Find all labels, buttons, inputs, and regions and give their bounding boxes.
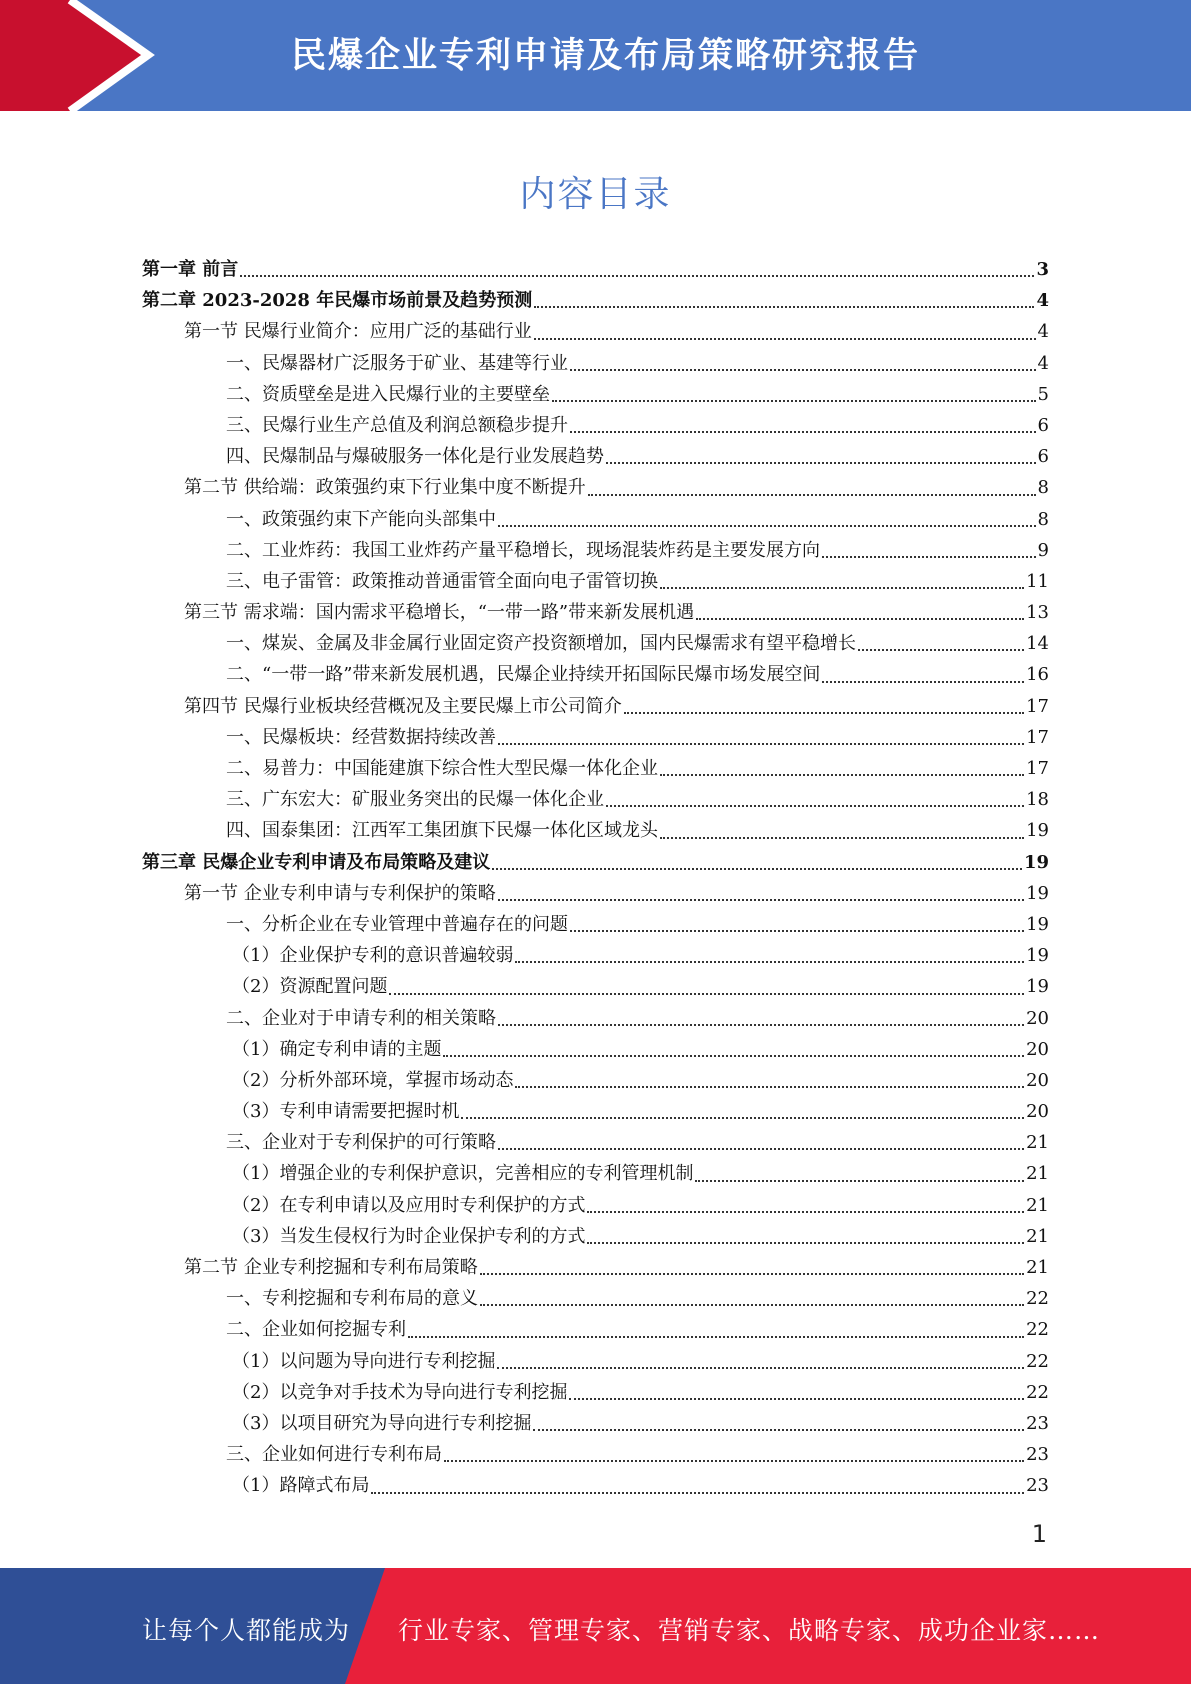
toc-entry-page: 17 (1026, 726, 1049, 748)
toc-dot-leader (606, 805, 1024, 807)
toc-entry-page: 21 (1026, 1225, 1049, 1247)
toc-entry[interactable] (142, 971, 1049, 1002)
toc-dot-leader (569, 1398, 1024, 1400)
toc-dot-leader (498, 899, 1024, 901)
toc-dot-leader (389, 993, 1024, 995)
toc-entry-page: 8 (1037, 508, 1049, 530)
toc-entry[interactable] (142, 1377, 1049, 1408)
toc-dot-leader (498, 525, 1036, 527)
toc-entry-page: 23 (1026, 1444, 1049, 1466)
toc-entry[interactable] (142, 410, 1049, 441)
toc-dot-leader (515, 961, 1024, 963)
toc-entry-page: 19 (1026, 945, 1049, 967)
toc-dot-leader (587, 1242, 1024, 1244)
toc-entry-title: 一、煤炭、金属及非金属行业固定资产投资额增加，国内民爆需求有望平稳增长 (226, 633, 856, 655)
toc-dot-leader (371, 1492, 1024, 1494)
toc-entry[interactable] (142, 1127, 1049, 1158)
toc-entry-title: 二、企业对于申请专利的相关策略 (226, 1007, 496, 1029)
toc-entry-page: 4 (1037, 352, 1049, 374)
toc-entry[interactable] (142, 348, 1049, 379)
toc-dot-leader (660, 837, 1024, 839)
toc-dot-leader (587, 1211, 1024, 1213)
toc-dot-leader (570, 930, 1024, 932)
toc-entry[interactable] (142, 1003, 1049, 1034)
toc-entry[interactable] (142, 1314, 1049, 1345)
toc-dot-leader (822, 681, 1024, 683)
toc-entry[interactable] (142, 847, 1049, 878)
toc-dot-leader (534, 338, 1036, 340)
toc-entry[interactable] (142, 316, 1049, 347)
toc-dot-leader (606, 462, 1036, 464)
toc-entry-page: 14 (1026, 633, 1049, 655)
toc-entry-page: 21 (1026, 1194, 1049, 1216)
toc-entry-page: 4 (1036, 290, 1049, 312)
footer-slogan-left: 让每个人都能成为 (142, 1616, 351, 1645)
toc-entry-page: 6 (1037, 414, 1049, 436)
toc-entry[interactable] (142, 1096, 1049, 1127)
toc-entry[interactable] (142, 1439, 1049, 1470)
toc-entry[interactable] (142, 878, 1049, 909)
toc-dot-leader (480, 1304, 1024, 1306)
toc-entry[interactable] (142, 285, 1049, 316)
toc-dot-leader (624, 712, 1024, 714)
toc-entry[interactable] (142, 1065, 1049, 1096)
toc-entry-title: 三、民爆行业生产总值及利润总额稳步提升 (226, 414, 568, 436)
toc-entry-page: 9 (1037, 539, 1049, 561)
toc-entry-title: （2）在专利申请以及应用时专利保护的方式 (232, 1194, 586, 1216)
toc-entry-title: 四、民爆制品与爆破服务一体化是行业发展趋势 (226, 446, 604, 468)
toc-dot-leader (534, 306, 1034, 308)
toc-entry-title: 二、企业如何挖掘专利 (226, 1319, 406, 1341)
toc-dot-leader (533, 1429, 1024, 1431)
toc-entry-page: 19 (1023, 851, 1049, 873)
toc-entry-title: 一、民爆板块：经营数据持续改善 (226, 726, 496, 748)
toc-entry-page: 4 (1037, 321, 1049, 343)
toc-entry[interactable] (142, 753, 1049, 784)
toc-entry[interactable] (142, 1408, 1049, 1439)
toc-entry[interactable] (142, 1346, 1049, 1377)
toc-dot-leader (570, 431, 1036, 433)
toc-entry-page: 20 (1026, 1069, 1049, 1091)
toc-entry-title: 第一节 企业专利申请与专利保护的策略 (184, 882, 496, 904)
toc-entry-title: （1）路障式布局 (232, 1475, 370, 1497)
toc-dot-leader (498, 1148, 1024, 1150)
toc-entry[interactable] (142, 535, 1049, 566)
toc-entry-page: 11 (1026, 570, 1049, 592)
toc-dot-leader (552, 400, 1036, 402)
toc-entry[interactable] (142, 628, 1049, 659)
toc-dot-leader (240, 275, 1034, 277)
toc-entry-title: 第二节 企业专利挖掘和专利布局策略 (184, 1257, 478, 1278)
toc-dot-leader (695, 1180, 1024, 1182)
toc-entry-page: 20 (1026, 1101, 1049, 1123)
toc-entry-title: 一、民爆器材广泛服务于矿业、基建等行业 (226, 352, 568, 374)
toc-entry-page: 21 (1026, 1257, 1049, 1278)
toc-entry-title: 一、分析企业在专业管理中普遍存在的问题 (226, 913, 568, 935)
toc-entry-page: 6 (1037, 446, 1049, 468)
toc-dot-leader (660, 774, 1024, 776)
toc-entry-title: 第四节 民爆行业板块经营概况及主要民爆上市公司简介 (184, 695, 622, 717)
toc-heading: 内容目录 (519, 174, 672, 215)
toc-dot-leader (858, 649, 1024, 651)
toc-entry-page: 13 (1026, 602, 1049, 624)
toc-entry-title: （2）资源配置问题 (232, 976, 388, 998)
toc-dot-leader (408, 1336, 1024, 1338)
toc-entry-page: 20 (1026, 1038, 1049, 1060)
toc-entry-page: 5 (1037, 383, 1049, 405)
toc-entry-title: 第一节 民爆行业简介：应用广泛的基础行业 (184, 321, 532, 343)
toc-entry-page: 22 (1026, 1319, 1049, 1341)
toc-entry[interactable] (142, 1221, 1049, 1252)
toc-dot-leader (497, 1367, 1024, 1369)
toc-dot-leader (443, 1055, 1024, 1057)
toc-entry-title: （2）分析外部环境，掌握市场动态 (232, 1069, 514, 1091)
toc-entry-page: 21 (1026, 1163, 1049, 1185)
toc-dot-leader (660, 587, 1024, 589)
toc-entry-page: 19 (1026, 976, 1049, 998)
toc-entry-page: 3 (1036, 259, 1049, 280)
toc-dot-leader (822, 556, 1036, 558)
toc-entry-title: （1）以问题为导向进行专利挖掘 (232, 1350, 496, 1372)
toc-entry[interactable] (142, 940, 1049, 971)
toc-entry-title: 第三章 民爆企业专利申请及布局策略及建议 (142, 851, 491, 873)
toc-entry[interactable] (142, 1252, 1049, 1283)
footer-banner (0, 1568, 1191, 1684)
toc-entry-page: 8 (1037, 477, 1049, 499)
toc-entry-title: 第一章 前言 (142, 259, 239, 280)
toc-dot-leader (461, 1117, 1024, 1119)
toc-entry-page: 19 (1026, 882, 1049, 904)
toc-entry-page: 17 (1026, 758, 1049, 779)
toc-entry-title: 第三节 需求端：国内需求平稳增长，“一带一路”带来新发展机遇 (184, 602, 695, 624)
toc-entry-title: 三、企业对于专利保护的可行策略 (226, 1132, 496, 1154)
toc-entry[interactable] (142, 784, 1049, 815)
toc-entry[interactable] (142, 441, 1049, 472)
toc-entry[interactable] (142, 722, 1049, 753)
report-title: 民爆企业专利申请及布局策略研究报告 (290, 36, 920, 76)
toc-entry-page: 19 (1026, 820, 1049, 842)
toc-entry-title: 二、工业炸药：我国工业炸药产量平稳增长，现场混装炸药是主要发展方向 (226, 539, 820, 561)
toc-dot-leader (444, 1460, 1024, 1462)
toc-entry-title: 二、资质壁垒是进入民爆行业的主要壁垒 (226, 383, 550, 405)
toc-dot-leader (570, 369, 1036, 371)
toc-dot-leader (696, 618, 1024, 620)
toc-entry-page: 23 (1026, 1475, 1049, 1497)
toc-entry-page: 19 (1026, 913, 1049, 935)
toc-entry-title: 二、易普力：中国能建旗下综合性大型民爆一体化企业 (226, 758, 658, 779)
toc-entry-title: 三、电子雷管：政策推动普通雷管全面向电子雷管切换 (226, 570, 658, 592)
toc-entry-title: 三、广东宏大：矿服业务突出的民爆一体化企业 (226, 789, 604, 811)
toc-entry-title: 四、国泰集团：江西军工集团旗下民爆一体化区域龙头 (226, 820, 658, 842)
toc-entry[interactable] (142, 1470, 1049, 1501)
toc-entry-page: 22 (1026, 1381, 1049, 1403)
toc-entry[interactable] (142, 379, 1049, 410)
toc-entry[interactable] (142, 504, 1049, 535)
toc-entry-page: 18 (1026, 789, 1049, 811)
toc-entry-title: （3）以项目研究为导向进行专利挖掘 (232, 1412, 532, 1434)
toc-entry-title: 一、专利挖掘和专利布局的意义 (226, 1288, 478, 1310)
toc-entry-title: （3）专利申请需要把握时机 (232, 1101, 460, 1123)
toc-entry-title: （1）确定专利申请的主题 (232, 1038, 442, 1060)
toc-entry[interactable] (142, 1283, 1049, 1314)
toc-entry[interactable] (142, 1034, 1049, 1065)
page-number: 1 (1031, 1520, 1047, 1548)
toc-entry[interactable] (142, 1158, 1049, 1189)
toc-entry-page: 17 (1026, 695, 1049, 717)
toc-entry-page: 23 (1026, 1412, 1049, 1434)
toc-entry-title: （2）以竞争对手技术为导向进行专利挖掘 (232, 1381, 568, 1403)
toc-entry-title: 第二节 供给端：政策强约束下行业集中度不断提升 (184, 477, 586, 499)
toc-dot-leader (480, 1273, 1024, 1275)
toc-entry[interactable] (142, 815, 1049, 846)
header-banner (0, 0, 1191, 111)
toc-entry-title: 一、政策强约束下产能向头部集中 (226, 508, 496, 530)
toc-entry-page: 21 (1026, 1132, 1049, 1154)
toc-entry[interactable] (142, 597, 1049, 628)
toc-entry-title: （1）企业保护专利的意识普遍较弱 (232, 945, 514, 967)
toc-dot-leader (498, 743, 1024, 745)
toc-entry-title: 第二章 2023-2028 年民爆市场前景及趋势预测 (142, 290, 533, 312)
toc-entry[interactable] (142, 659, 1049, 690)
toc-dot-leader (498, 1024, 1024, 1026)
toc-entry-title: 二、“一带一路”带来新发展机遇，民爆企业持续开拓国际民爆市场发展空间 (226, 664, 821, 686)
toc-entry-page: 22 (1026, 1350, 1049, 1372)
toc-entry-page: 20 (1026, 1007, 1049, 1029)
table-of-contents (142, 254, 1049, 1502)
toc-entry-title: （3）当发生侵权行为时企业保护专利的方式 (232, 1225, 586, 1247)
toc-entry-page: 16 (1026, 664, 1049, 686)
toc-entry[interactable] (142, 254, 1049, 285)
toc-entry[interactable] (142, 1190, 1049, 1221)
toc-entry[interactable] (142, 472, 1049, 503)
toc-entry-title: （1）增强企业的专利保护意识，完善相应的专利管理机制 (232, 1163, 694, 1185)
toc-dot-leader (515, 1086, 1024, 1088)
toc-entry[interactable] (142, 566, 1049, 597)
toc-entry-page: 22 (1026, 1288, 1049, 1310)
footer-slogan-right: 行业专家、管理专家、营销专家、战略专家、成功企业家…… (398, 1616, 1101, 1645)
toc-dot-leader (492, 868, 1022, 870)
toc-entry[interactable] (142, 691, 1049, 722)
toc-entry-title: 三、企业如何进行专利布局 (226, 1444, 442, 1466)
toc-entry[interactable] (142, 909, 1049, 940)
toc-dot-leader (588, 494, 1036, 496)
